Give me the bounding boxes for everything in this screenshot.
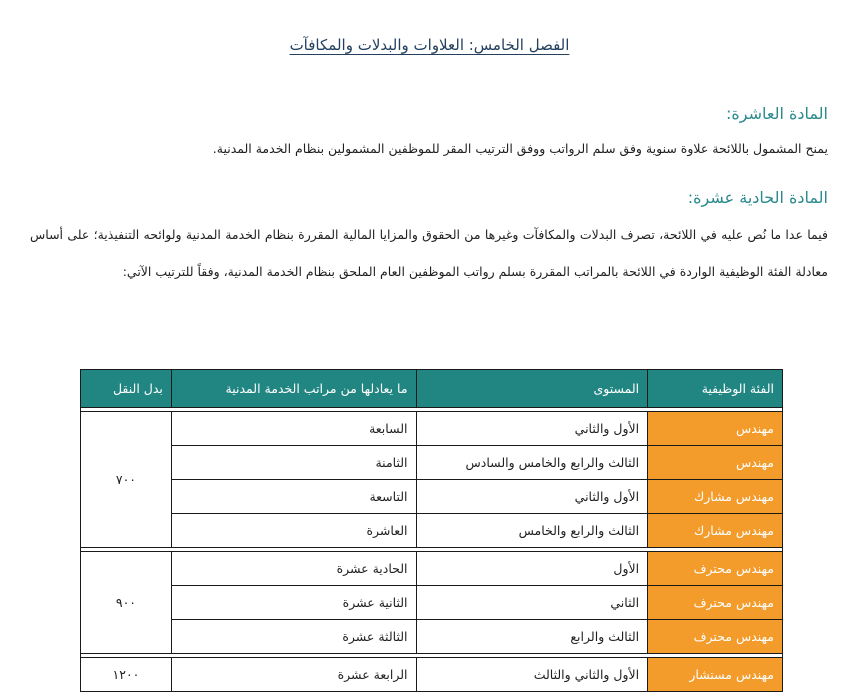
cell-transfer-allowance: ١٢٠٠	[81, 658, 172, 692]
table-row	[81, 514, 783, 548]
article-10-heading: المادة العاشرة:	[726, 104, 828, 123]
cell-category: مهندس	[648, 446, 783, 480]
table-row	[81, 446, 783, 480]
cell-level: الأول	[416, 552, 648, 586]
header-transfer-allowance: بدل النقل	[81, 370, 172, 408]
header-category: الفئة الوظيفية	[648, 370, 783, 408]
header-level: المستوى	[416, 370, 648, 408]
cell-equivalent-rank: الثامنة	[171, 446, 416, 480]
article-11-heading: المادة الحادية عشرة:	[687, 188, 828, 207]
cell-category: مهندس محترف	[648, 586, 783, 620]
cell-equivalent-rank: الحادية عشرة	[171, 552, 416, 586]
table-row	[81, 480, 783, 514]
cell-equivalent-rank: العاشرة	[171, 514, 416, 548]
cell-level: الثالث والرابع والخامس	[416, 514, 648, 548]
cell-level: الأول والثاني	[416, 412, 648, 446]
cell-category: مهندس مشارك	[648, 480, 783, 514]
cell-category: مهندس محترف	[648, 620, 783, 654]
table-row	[81, 658, 783, 692]
cell-level: الثالث والرابع والخامس والسادس	[416, 446, 648, 480]
table-row	[81, 620, 783, 654]
cell-level: الثاني	[416, 586, 648, 620]
cell-level: الثالث والرابع	[416, 620, 648, 654]
cell-category: مهندس مشارك	[648, 514, 783, 548]
cell-level: الأول والثاني	[416, 480, 648, 514]
cell-equivalent-rank: الثانية عشرة	[171, 586, 416, 620]
cell-equivalent-rank: الرابعة عشرة	[171, 658, 416, 692]
cell-transfer-allowance: ٩٠٠	[81, 552, 172, 654]
cell-category: مهندس	[648, 412, 783, 446]
cell-level: الأول والثاني والثالث	[416, 658, 648, 692]
article-10-body: يمنح المشمول باللائحة علاوة سنوية وفق سلم الرواتب ووفق الترتيب المقر للموظفين المشمولين بنظام الخدمة المدنية.	[212, 141, 828, 156]
article-11-body: فيما عدا ما نُص عليه في اللائحة، تصرف البدلات والمكافآت وغيرها من الحقوق والمزايا المالية المقررة بنظام الخدمة المدنية ولوائحه التنفيذية؛ على أساس معادلة الفئة الوظيفية الواردة في اللائحة بالمراتب المقررة بسلم رواتب الموظفين العام الملحق بنظام الخدمة المدنية، وفقاً للترتيب الآتي:	[30, 227, 828, 279]
chapter-title: الفصل الخامس: العلاوات والبدلات والمكافآت	[289, 36, 570, 54]
table-row	[81, 586, 783, 620]
table-body	[81, 408, 783, 692]
allowance-table	[80, 369, 783, 692]
header-equivalent-rank: ما يعادلها من مراتب الخدمة المدنية	[171, 370, 416, 408]
cell-equivalent-rank: الثالثة عشرة	[171, 620, 416, 654]
cell-equivalent-rank: التاسعة	[171, 480, 416, 514]
cell-equivalent-rank: السابعة	[171, 412, 416, 446]
table-header-row	[81, 370, 783, 408]
table-row	[81, 412, 783, 446]
cell-category: مهندس محترف	[648, 552, 783, 586]
table-row	[81, 552, 783, 586]
cell-transfer-allowance: ٧٠٠	[81, 412, 172, 548]
cell-category: مهندس مستشار	[648, 658, 783, 692]
